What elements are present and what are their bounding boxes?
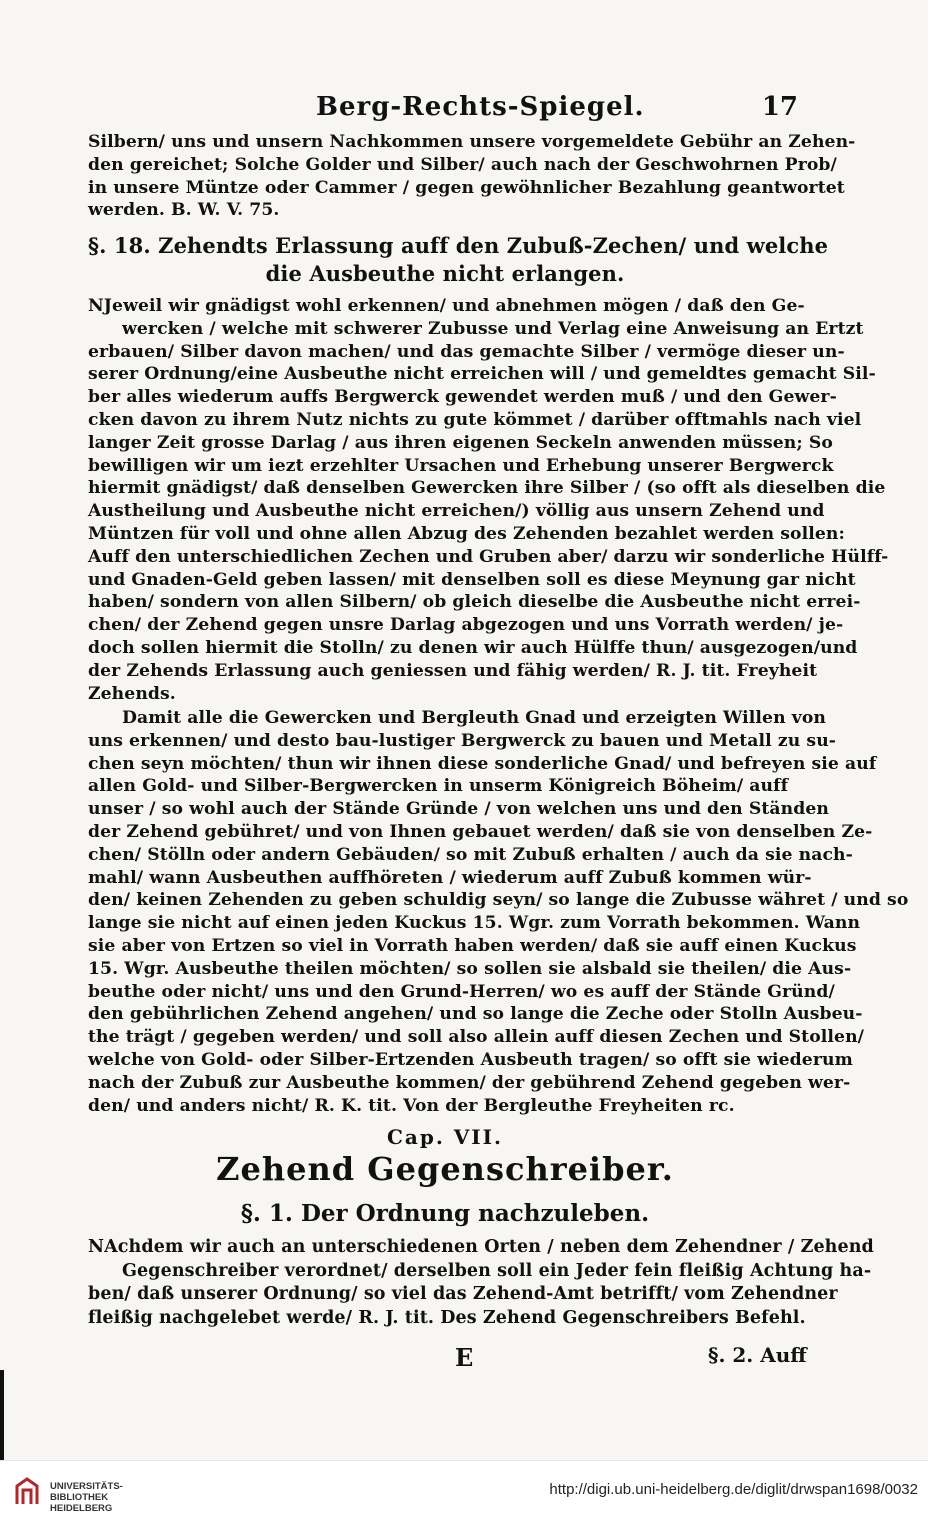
text-line: Silbern/ uns und unsern Nachkommen unsere vorgemeldete Gebühr an Zehen-: [88, 132, 856, 152]
university-library-logo-icon: [14, 1477, 40, 1507]
text-line: der Zehend gebühret/ und von Ihnen gebauet werden/ daß sie von denselben Ze-: [88, 821, 873, 842]
text-line: den/ keinen Zehenden zu geben schuldig seyn/ so lange die Zubusse währet / und so: [88, 890, 909, 911]
text-line: beuthe oder nicht/ uns und den Grund-Herren/ wo es auff der Stände Gründ/: [88, 981, 835, 1002]
source-url-link[interactable]: http://digi.ub.uni-heidelberg.de/diglit/drwspan1698/0032: [549, 1481, 918, 1498]
text-line: cken davon zu ihrem Nutz nichts zu gute kömmet / darüber offtmahls nach viel: [88, 409, 862, 430]
text-line: ber alles wiederum auffs Bergwerck gewendet werden muß / und den Gewer-: [88, 387, 837, 408]
text-line: chen/ der Zehend gegen unsre Darlag abgezogen und uns Vorrath werden/ je-: [88, 615, 844, 636]
catchword: §. 2. Auff: [708, 1343, 807, 1367]
text-line: Damit alle die Gewercken und Bergleuth Gnad und erzeigten Willen von: [122, 708, 827, 728]
text-line: unser / so wohl auch der Stände Gründe / von welchen uns und den Ständen: [88, 799, 829, 820]
library-name: [50, 1481, 123, 1514]
text-line: Müntzen für voll und ohne allen Abzug des Zehenden bezahlet werden sollen:: [88, 523, 845, 544]
text-line: welche von Gold- oder Silber-Ertzenden Ausbeuth tragen/ so offt sie wiederum: [88, 1049, 853, 1070]
text-line: chen seyn möchten/ thun wir ihnen diese sonderliche Gnad/ und befreyen sie auf: [88, 753, 877, 774]
paragraph-3: [88, 1236, 874, 1330]
text-line: wercken / welche mit schwerer Zubusse und Verlag eine Anweisung an Ertzt: [122, 318, 864, 339]
text-line: werden. B. W. V. 75.: [88, 200, 280, 221]
text-line: doch sollen hiermit die Stolln/ zu denen wir auch Hülffe thun/ ausgezogen/und: [88, 637, 858, 658]
text-line: NJeweil wir gnädigst wohl erkennen/ und abnehmen mögen / daß den Ge-: [88, 296, 805, 316]
text-line: 15. Wgr. Ausbeuthe theilen möchten/ so sollen sie alsbald sie theilen/ die Aus-: [88, 958, 852, 979]
chapter-label: Cap. VII.: [387, 1125, 503, 1149]
section-18-heading: [88, 232, 829, 288]
continued-paragraph: [88, 131, 856, 222]
signature-mark: E: [455, 1343, 474, 1372]
library-footer-bar: [0, 1460, 928, 1532]
page-number: 17: [761, 92, 798, 122]
text-line: fleißig nachgelebet werde/ R. J. tit. Des Zehend Gegenschreibers Befehl.: [88, 1307, 806, 1328]
text-line: Gegenschreiber verordnet/ derselben soll ein Jeder fein fleißig Achtung ha-: [122, 1260, 872, 1281]
running-title: Berg-Rechts-Spiegel.: [316, 92, 645, 122]
text-line: erbauen/ Silber davon machen/ und das gemachte Silber / vermöge dieser un-: [88, 341, 845, 362]
heading-line: §. 18. Zehendts Erlassung auff den Zubuß-Zechen/ und welche: [88, 233, 829, 258]
text-line: den gebührlichen Zehend angehen/ und so lange die Zeche oder Stolln Ausbeu-: [88, 1004, 863, 1025]
library-name-line: HEIDELBERG: [50, 1503, 113, 1514]
text-line: chen/ Stölln oder andern Gebäuden/ so mit Zubuß erhalten / auch da sie nach-: [88, 844, 853, 865]
text-line: Austheilung und Ausbeuthe nicht erreichen/) völlig aus unsern Zehend und: [88, 501, 825, 522]
page-edge-shadow: [0, 1370, 4, 1460]
page-header: [88, 92, 800, 126]
library-name-line: UNIVERSITÄTS-: [50, 1481, 123, 1492]
text-line: nach der Zubuß zur Ausbeuthe kommen/ der gebührend Zehend gegeben wer-: [88, 1072, 851, 1093]
library-name-line: BIBLIOTHEK: [50, 1492, 109, 1503]
text-line: der Zehends Erlassung auch geniessen und fähig werden/ R. J. tit. Freyheit: [88, 660, 818, 681]
text-line: den/ und anders nicht/ R. K. tit. Von der Bergleuthe Freyheiten rc.: [88, 1095, 735, 1116]
text-line: Zehends.: [88, 683, 176, 704]
text-line: hiermit gnädigst/ daß denselben Gewercken ihre Silber / (so offt als dieselben die: [88, 478, 886, 499]
text-line: uns erkennen/ und desto bau-lustiger Bergwerck zu bauen und Metall zu su-: [88, 730, 837, 751]
text-line: NAchdem wir auch an unterschiedenen Orten / neben dem Zehendner / Zehend: [88, 1237, 874, 1257]
text-line: serer Ordnung/eine Ausbeuthe nicht erreichen will / und gemeldtes gemacht Sil-: [88, 364, 876, 385]
heading-line: die Ausbeuthe nicht erlangen.: [265, 261, 625, 286]
chapter-title: Zehend Gegenschreiber.: [216, 1150, 674, 1188]
text-line: bewilligen wir um iezt erzehlter Ursachen und Erhebung unserer Bergwerck: [88, 455, 834, 476]
text-line: mahl/ wann Ausbeuthen auffhöreten / wiederum auff Zubuß kommen wür-: [88, 867, 812, 888]
text-line: den gereichet; Solche Golder und Silber/ auch nach der Geschwohrnen Prob/: [88, 154, 837, 175]
text-line: ben/ daß unserer Ordnung/ so viel das Zehend-Amt betrifft/ vom Zehendner: [88, 1284, 838, 1304]
text-line: sie aber von Ertzen so viel in Vorrath haben werden/ daß sie auff einen Kuckus: [88, 935, 857, 956]
paragraph-1: [88, 295, 889, 705]
text-line: Auff den unterschiedlichen Zechen und Gruben aber/ darzu wir sonderliche Hülff-: [88, 546, 889, 567]
text-line: allen Gold- und Silber-Bergwercken in unserm Königreich Böheim/ auff: [88, 776, 789, 797]
text-line: in unsere Müntze oder Cammer / gegen gewöhnlicher Bezahlung geantwortet: [88, 177, 845, 198]
paragraph-2: [88, 707, 909, 1117]
text-line: lange sie nicht auf einen jeden Kuckus 15. Wgr. zum Vorrath bekommen. Wann: [88, 913, 861, 934]
text-line: und Gnaden-Geld geben lassen/ mit denselben soll es diese Meynung gar nicht: [88, 569, 856, 590]
text-line: the trägt / gegeben werden/ und soll also allein auff diesen Zechen und Stollen/: [88, 1027, 865, 1048]
text-line: haben/ sondern von allen Silbern/ ob gleich dieselbe die Ausbeuthe nicht errei-: [88, 592, 861, 613]
section-1-heading: §. 1. Der Ordnung nachzuleben.: [240, 1200, 650, 1227]
text-line: langer Zeit grosse Darlag / aus ihren eigenen Seckeln anwenden müssen; So: [88, 432, 833, 453]
